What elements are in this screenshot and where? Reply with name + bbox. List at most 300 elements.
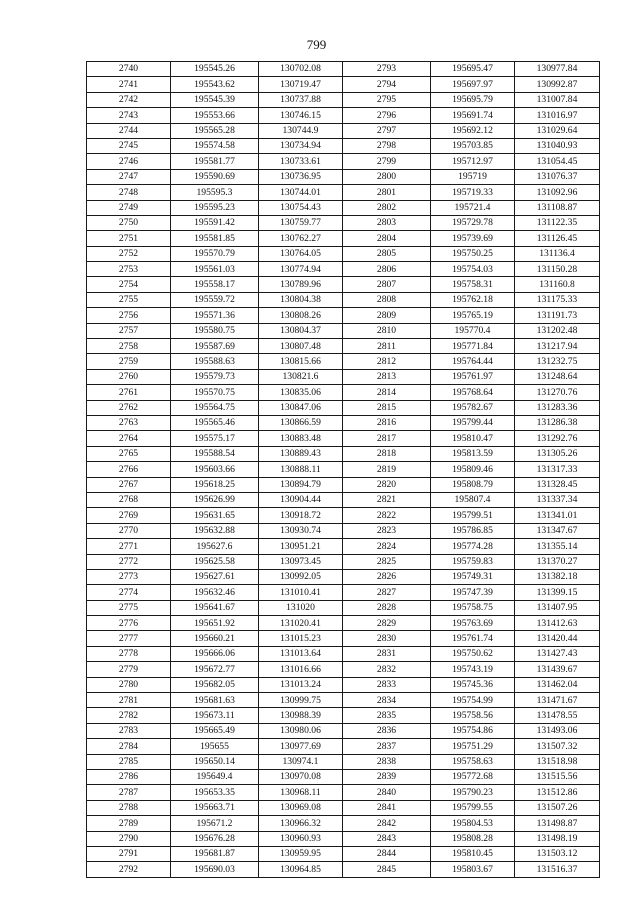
y-coordinate-right: 131305.26 <box>515 446 600 461</box>
point-number-left: 2757 <box>87 323 171 338</box>
table-row <box>87 431 600 446</box>
point-number-left: 2787 <box>87 785 171 800</box>
x-coordinate-right: 195808.79 <box>431 477 515 492</box>
y-coordinate-right: 131040.93 <box>515 138 600 153</box>
y-coordinate-right: 131092.96 <box>515 185 600 200</box>
y-coordinate-left: 130719.47 <box>259 77 343 92</box>
x-coordinate-left: 195590.69 <box>171 169 259 184</box>
x-coordinate-right: 195813.59 <box>431 446 515 461</box>
x-coordinate-left: 195571.36 <box>171 308 259 323</box>
x-coordinate-right: 195758.63 <box>431 754 515 769</box>
x-coordinate-left: 195681.63 <box>171 693 259 708</box>
table-row <box>87 277 600 292</box>
point-number-right: 2809 <box>343 308 431 323</box>
x-coordinate-right: 195772.68 <box>431 769 515 784</box>
x-coordinate-right: 195754.03 <box>431 262 515 277</box>
y-coordinate-left: 130764.05 <box>259 246 343 261</box>
x-coordinate-right: 195758.31 <box>431 277 515 292</box>
y-coordinate-left: 130804.37 <box>259 323 343 338</box>
y-coordinate-right: 131122.35 <box>515 215 600 230</box>
y-coordinate-right: 131498.87 <box>515 816 600 831</box>
x-coordinate-left: 195561.03 <box>171 262 259 277</box>
y-coordinate-right: 131515.56 <box>515 769 600 784</box>
x-coordinate-right: 195703.85 <box>431 138 515 153</box>
x-coordinate-left: 195579.73 <box>171 369 259 384</box>
table-row <box>87 185 600 200</box>
y-coordinate-right: 131108.87 <box>515 200 600 215</box>
y-coordinate-left: 130733.61 <box>259 154 343 169</box>
point-number-right: 2804 <box>343 231 431 246</box>
point-number-left: 2762 <box>87 400 171 415</box>
y-coordinate-right: 131270.76 <box>515 385 600 400</box>
table-row <box>87 477 600 492</box>
point-number-left: 2746 <box>87 154 171 169</box>
y-coordinate-right: 131507.32 <box>515 739 600 754</box>
x-coordinate-right: 195754.99 <box>431 693 515 708</box>
x-coordinate-right: 195745.36 <box>431 677 515 692</box>
point-number-left: 2742 <box>87 92 171 107</box>
point-number-left: 2778 <box>87 646 171 661</box>
y-coordinate-left: 130980.06 <box>259 723 343 738</box>
point-number-right: 2798 <box>343 138 431 153</box>
y-coordinate-left: 130930.74 <box>259 523 343 538</box>
point-number-left: 2745 <box>87 138 171 153</box>
point-number-right: 2826 <box>343 569 431 584</box>
x-coordinate-left: 195651.92 <box>171 616 259 631</box>
point-number-right: 2815 <box>343 400 431 415</box>
y-coordinate-left: 130737.88 <box>259 92 343 107</box>
table-row <box>87 446 600 461</box>
x-coordinate-left: 195650.14 <box>171 754 259 769</box>
point-number-right: 2806 <box>343 262 431 277</box>
y-coordinate-right: 131191.73 <box>515 308 600 323</box>
y-coordinate-right: 131126.45 <box>515 231 600 246</box>
page-number: 799 <box>306 37 327 52</box>
x-coordinate-left: 195666.06 <box>171 646 259 661</box>
table-row <box>87 77 600 92</box>
y-coordinate-left: 130973.45 <box>259 554 343 569</box>
point-number-right: 2834 <box>343 693 431 708</box>
y-coordinate-right: 131516.37 <box>515 862 600 877</box>
x-coordinate-left: 195690.03 <box>171 862 259 877</box>
x-coordinate-right: 195692.12 <box>431 123 515 138</box>
y-coordinate-right: 131054.45 <box>515 154 600 169</box>
point-number-right: 2811 <box>343 339 431 354</box>
point-number-left: 2760 <box>87 369 171 384</box>
point-number-left: 2771 <box>87 539 171 554</box>
point-number-left: 2791 <box>87 846 171 861</box>
table-row <box>87 769 600 784</box>
point-number-right: 2818 <box>343 446 431 461</box>
table-row <box>87 415 600 430</box>
table-row <box>87 200 600 215</box>
x-coordinate-right: 195786.85 <box>431 523 515 538</box>
y-coordinate-left: 130969.08 <box>259 800 343 815</box>
table-row <box>87 554 600 569</box>
point-number-right: 2824 <box>343 539 431 554</box>
point-number-left: 2750 <box>87 215 171 230</box>
point-number-left: 2767 <box>87 477 171 492</box>
x-coordinate-left: 195660.21 <box>171 631 259 646</box>
point-number-right: 2840 <box>343 785 431 800</box>
x-coordinate-right: 195719.33 <box>431 185 515 200</box>
point-number-right: 2829 <box>343 616 431 631</box>
x-coordinate-right: 195761.97 <box>431 369 515 384</box>
x-coordinate-right: 195758.75 <box>431 600 515 615</box>
point-number-right: 2819 <box>343 462 431 477</box>
x-coordinate-left: 195565.46 <box>171 415 259 430</box>
x-coordinate-left: 195653.35 <box>171 785 259 800</box>
table-row <box>87 800 600 815</box>
table-row <box>87 154 600 169</box>
x-coordinate-left: 195655 <box>171 739 259 754</box>
table-row <box>87 831 600 846</box>
x-coordinate-left: 195627.6 <box>171 539 259 554</box>
point-number-right: 2808 <box>343 292 431 307</box>
point-number-left: 2749 <box>87 200 171 215</box>
point-number-left: 2751 <box>87 231 171 246</box>
point-number-right: 2839 <box>343 769 431 784</box>
x-coordinate-right: 195771.84 <box>431 339 515 354</box>
x-coordinate-left: 195641.67 <box>171 600 259 615</box>
y-coordinate-right: 131328.45 <box>515 477 600 492</box>
x-coordinate-right: 195750.62 <box>431 646 515 661</box>
x-coordinate-right: 195774.28 <box>431 539 515 554</box>
y-coordinate-right: 131420.44 <box>515 631 600 646</box>
x-coordinate-left: 195682.05 <box>171 677 259 692</box>
y-coordinate-left: 131020.41 <box>259 616 343 631</box>
point-number-left: 2755 <box>87 292 171 307</box>
x-coordinate-right: 195695.47 <box>431 62 515 77</box>
point-number-right: 2838 <box>343 754 431 769</box>
point-number-left: 2743 <box>87 108 171 123</box>
point-number-right: 2802 <box>343 200 431 215</box>
x-coordinate-right: 195719 <box>431 169 515 184</box>
y-coordinate-left: 131016.66 <box>259 662 343 677</box>
x-coordinate-right: 195691.74 <box>431 108 515 123</box>
x-coordinate-left: 195672.77 <box>171 662 259 677</box>
y-coordinate-left: 130866.59 <box>259 415 343 430</box>
point-number-left: 2769 <box>87 508 171 523</box>
x-coordinate-right: 195697.97 <box>431 77 515 92</box>
coordinates-table-body <box>87 62 600 878</box>
x-coordinate-left: 195581.77 <box>171 154 259 169</box>
x-coordinate-right: 195751.29 <box>431 739 515 754</box>
x-coordinate-right: 195758.56 <box>431 708 515 723</box>
y-coordinate-right: 131462.04 <box>515 677 600 692</box>
y-coordinate-left: 130754.43 <box>259 200 343 215</box>
y-coordinate-left: 130883.48 <box>259 431 343 446</box>
table-row <box>87 462 600 477</box>
y-coordinate-right: 130977.84 <box>515 62 600 77</box>
point-number-right: 2831 <box>343 646 431 661</box>
y-coordinate-right: 131503.12 <box>515 846 600 861</box>
point-number-right: 2820 <box>343 477 431 492</box>
y-coordinate-left: 130746.15 <box>259 108 343 123</box>
x-coordinate-left: 195649.4 <box>171 769 259 784</box>
x-coordinate-left: 195632.88 <box>171 523 259 538</box>
y-coordinate-left: 130977.69 <box>259 739 343 754</box>
y-coordinate-right: 131292.76 <box>515 431 600 446</box>
x-coordinate-right: 195768.64 <box>431 385 515 400</box>
y-coordinate-left: 130964.85 <box>259 862 343 877</box>
point-number-left: 2790 <box>87 831 171 846</box>
point-number-right: 2825 <box>343 554 431 569</box>
x-coordinate-right: 195763.69 <box>431 616 515 631</box>
x-coordinate-left: 195575.17 <box>171 431 259 446</box>
x-coordinate-right: 195750.25 <box>431 246 515 261</box>
x-coordinate-right: 195809.46 <box>431 462 515 477</box>
y-coordinate-right: 131136.4 <box>515 246 600 261</box>
x-coordinate-right: 195754.86 <box>431 723 515 738</box>
point-number-right: 2823 <box>343 523 431 538</box>
y-coordinate-right: 131175.33 <box>515 292 600 307</box>
table-row <box>87 539 600 554</box>
x-coordinate-right: 195810.47 <box>431 431 515 446</box>
point-number-left: 2765 <box>87 446 171 461</box>
table-row <box>87 739 600 754</box>
table-row <box>87 754 600 769</box>
table-row <box>87 693 600 708</box>
y-coordinate-right: 131337.34 <box>515 492 600 507</box>
point-number-left: 2780 <box>87 677 171 692</box>
x-coordinate-left: 195545.39 <box>171 92 259 107</box>
x-coordinate-left: 195681.87 <box>171 846 259 861</box>
x-coordinate-left: 195595.23 <box>171 200 259 215</box>
point-number-left: 2748 <box>87 185 171 200</box>
y-coordinate-right: 131160.8 <box>515 277 600 292</box>
y-coordinate-left: 130960.93 <box>259 831 343 846</box>
point-number-right: 2814 <box>343 385 431 400</box>
point-number-left: 2775 <box>87 600 171 615</box>
y-coordinate-right: 131427.43 <box>515 646 600 661</box>
x-coordinate-left: 195632.46 <box>171 585 259 600</box>
y-coordinate-left: 130807.48 <box>259 339 343 354</box>
table-row <box>87 816 600 831</box>
y-coordinate-left: 130889.43 <box>259 446 343 461</box>
point-number-right: 2842 <box>343 816 431 831</box>
point-number-left: 2753 <box>87 262 171 277</box>
point-number-left: 2789 <box>87 816 171 831</box>
y-coordinate-left: 130808.26 <box>259 308 343 323</box>
point-number-right: 2810 <box>343 323 431 338</box>
x-coordinate-left: 195618.25 <box>171 477 259 492</box>
x-coordinate-left: 195545.26 <box>171 62 259 77</box>
point-number-left: 2763 <box>87 415 171 430</box>
x-coordinate-left: 195574.58 <box>171 138 259 153</box>
y-coordinate-right: 131399.15 <box>515 585 600 600</box>
x-coordinate-right: 195721.4 <box>431 200 515 215</box>
point-number-right: 2794 <box>343 77 431 92</box>
table-row <box>87 169 600 184</box>
point-number-right: 2799 <box>343 154 431 169</box>
y-coordinate-left: 130918.72 <box>259 508 343 523</box>
x-coordinate-left: 195559.72 <box>171 292 259 307</box>
table-row <box>87 569 600 584</box>
y-coordinate-right: 131518.98 <box>515 754 600 769</box>
point-number-right: 2828 <box>343 600 431 615</box>
point-number-right: 2817 <box>343 431 431 446</box>
table-row <box>87 123 600 138</box>
y-coordinate-left: 130847.06 <box>259 400 343 415</box>
table-row <box>87 662 600 677</box>
point-number-left: 2785 <box>87 754 171 769</box>
point-number-right: 2805 <box>343 246 431 261</box>
point-number-right: 2832 <box>343 662 431 677</box>
coordinates-table <box>86 61 600 878</box>
table-row <box>87 862 600 877</box>
table-row <box>87 600 600 615</box>
x-coordinate-right: 195807.4 <box>431 492 515 507</box>
x-coordinate-left: 195626.99 <box>171 492 259 507</box>
table-row <box>87 108 600 123</box>
point-number-left: 2776 <box>87 616 171 631</box>
x-coordinate-right: 195799.44 <box>431 415 515 430</box>
table-row <box>87 677 600 692</box>
table-row <box>87 369 600 384</box>
y-coordinate-right: 131370.27 <box>515 554 600 569</box>
y-coordinate-left: 130815.66 <box>259 354 343 369</box>
point-number-left: 2740 <box>87 62 171 77</box>
point-number-right: 2843 <box>343 831 431 846</box>
point-number-left: 2781 <box>87 693 171 708</box>
y-coordinate-left: 130888.11 <box>259 462 343 477</box>
y-coordinate-right: 131355.14 <box>515 539 600 554</box>
x-coordinate-right: 195712.97 <box>431 154 515 169</box>
point-number-left: 2774 <box>87 585 171 600</box>
point-number-right: 2800 <box>343 169 431 184</box>
point-number-right: 2833 <box>343 677 431 692</box>
point-number-left: 2786 <box>87 769 171 784</box>
table-row <box>87 215 600 230</box>
table-row <box>87 262 600 277</box>
y-coordinate-left: 130951.21 <box>259 539 343 554</box>
point-number-left: 2761 <box>87 385 171 400</box>
table-row <box>87 523 600 538</box>
y-coordinate-left: 131015.23 <box>259 631 343 646</box>
table-row <box>87 492 600 507</box>
point-number-right: 2803 <box>343 215 431 230</box>
table-row <box>87 723 600 738</box>
point-number-left: 2741 <box>87 77 171 92</box>
y-coordinate-left: 130904.44 <box>259 492 343 507</box>
y-coordinate-right: 131512.86 <box>515 785 600 800</box>
y-coordinate-right: 131029.64 <box>515 123 600 138</box>
y-coordinate-left: 130970.08 <box>259 769 343 784</box>
point-number-right: 2844 <box>343 846 431 861</box>
point-number-left: 2782 <box>87 708 171 723</box>
point-number-left: 2788 <box>87 800 171 815</box>
y-coordinate-left: 130744.9 <box>259 123 343 138</box>
point-number-right: 2807 <box>343 277 431 292</box>
x-coordinate-left: 195627.61 <box>171 569 259 584</box>
x-coordinate-left: 195588.63 <box>171 354 259 369</box>
y-coordinate-right: 131317.33 <box>515 462 600 477</box>
x-coordinate-right: 195759.83 <box>431 554 515 569</box>
y-coordinate-right: 131341.01 <box>515 508 600 523</box>
x-coordinate-right: 195762.18 <box>431 292 515 307</box>
y-coordinate-right: 131382.18 <box>515 569 600 584</box>
x-coordinate-right: 195695.79 <box>431 92 515 107</box>
table-row <box>87 631 600 646</box>
point-number-left: 2744 <box>87 123 171 138</box>
x-coordinate-left: 195570.75 <box>171 385 259 400</box>
y-coordinate-left: 130974.1 <box>259 754 343 769</box>
table-row <box>87 138 600 153</box>
y-coordinate-left: 130734.94 <box>259 138 343 153</box>
x-coordinate-right: 195770.4 <box>431 323 515 338</box>
point-number-left: 2772 <box>87 554 171 569</box>
y-coordinate-right: 130992.87 <box>515 77 600 92</box>
point-number-right: 2830 <box>343 631 431 646</box>
y-coordinate-right: 131076.37 <box>515 169 600 184</box>
y-coordinate-left: 130959.95 <box>259 846 343 861</box>
point-number-right: 2837 <box>343 739 431 754</box>
point-number-right: 2816 <box>343 415 431 430</box>
y-coordinate-left: 131010.41 <box>259 585 343 600</box>
table-row <box>87 785 600 800</box>
x-coordinate-left: 195581.85 <box>171 231 259 246</box>
table-row <box>87 385 600 400</box>
table-row <box>87 508 600 523</box>
x-coordinate-left: 195665.49 <box>171 723 259 738</box>
point-number-left: 2766 <box>87 462 171 477</box>
point-number-left: 2754 <box>87 277 171 292</box>
table-row <box>87 339 600 354</box>
y-coordinate-right: 131471.67 <box>515 693 600 708</box>
point-number-left: 2777 <box>87 631 171 646</box>
y-coordinate-left: 130999.75 <box>259 693 343 708</box>
x-coordinate-right: 195810.45 <box>431 846 515 861</box>
point-number-left: 2792 <box>87 862 171 877</box>
point-number-right: 2796 <box>343 108 431 123</box>
y-coordinate-left: 130804.38 <box>259 292 343 307</box>
table-row <box>87 292 600 307</box>
x-coordinate-left: 195591.42 <box>171 215 259 230</box>
x-coordinate-left: 195588.54 <box>171 446 259 461</box>
table-row <box>87 246 600 261</box>
y-coordinate-left: 130835.06 <box>259 385 343 400</box>
table-row <box>87 616 600 631</box>
point-number-right: 2795 <box>343 92 431 107</box>
y-coordinate-left: 130759.77 <box>259 215 343 230</box>
x-coordinate-left: 195663.71 <box>171 800 259 815</box>
point-number-left: 2752 <box>87 246 171 261</box>
table-row <box>87 846 600 861</box>
point-number-right: 2841 <box>343 800 431 815</box>
y-coordinate-right: 131412.63 <box>515 616 600 631</box>
table-row <box>87 92 600 107</box>
y-coordinate-right: 131286.38 <box>515 415 600 430</box>
y-coordinate-right: 131283.36 <box>515 400 600 415</box>
point-number-left: 2784 <box>87 739 171 754</box>
y-coordinate-left: 130992.05 <box>259 569 343 584</box>
x-coordinate-left: 195553.66 <box>171 108 259 123</box>
point-number-right: 2836 <box>343 723 431 738</box>
y-coordinate-left: 130968.11 <box>259 785 343 800</box>
y-coordinate-left: 130821.6 <box>259 369 343 384</box>
x-coordinate-right: 195799.55 <box>431 800 515 815</box>
x-coordinate-left: 195543.62 <box>171 77 259 92</box>
point-number-right: 2793 <box>343 62 431 77</box>
y-coordinate-right: 131150.28 <box>515 262 600 277</box>
point-number-right: 2821 <box>343 492 431 507</box>
point-number-right: 2845 <box>343 862 431 877</box>
x-coordinate-right: 195749.31 <box>431 569 515 584</box>
table-row <box>87 62 600 77</box>
point-number-left: 2758 <box>87 339 171 354</box>
y-coordinate-right: 131493.06 <box>515 723 600 738</box>
